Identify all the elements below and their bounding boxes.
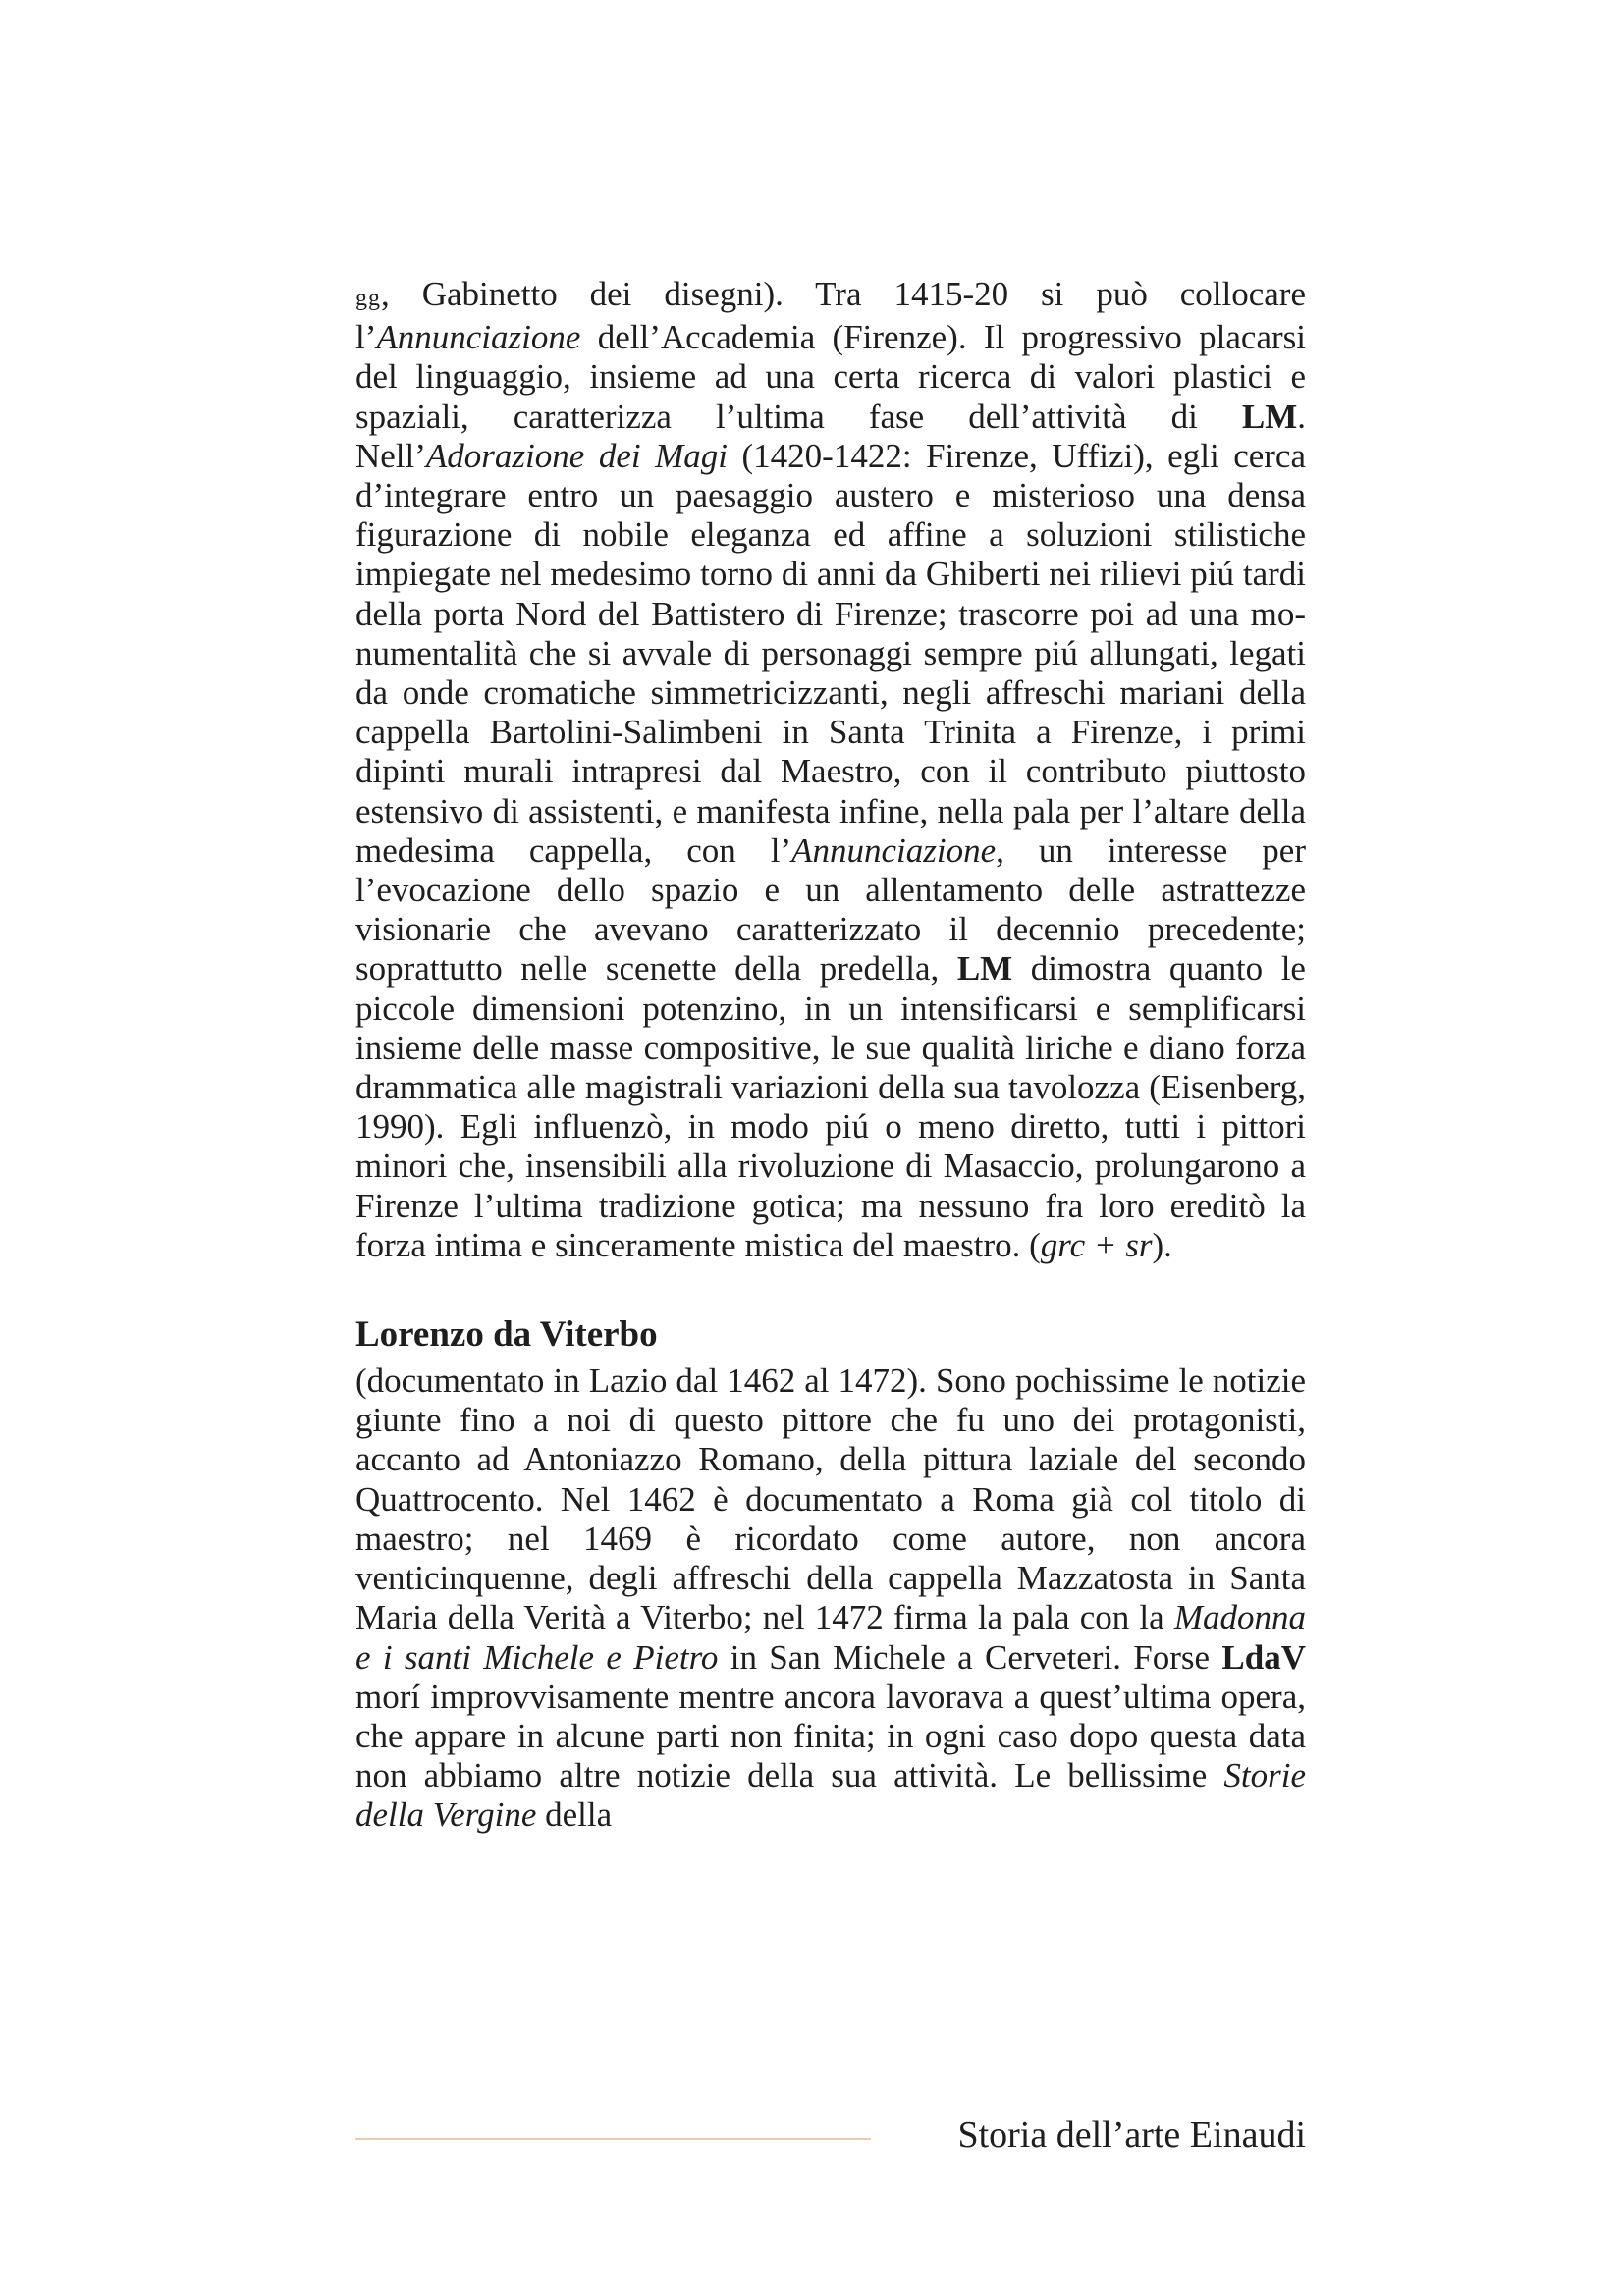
body-text: , Gabinetto dei disegni). Tra 1415-20 si può collocare l’ <box>355 275 1306 357</box>
page-footer <box>355 2110 1306 2160</box>
body-text: (documentato in Lazio dal 1462 al 1472). Sono pochissime le notizie giunte fino a noi di questo pittore che fu uno dei protagonisti, accanto ad Antoniazzo Romano, della pittura laziale del secondo Quattrocento. Nel 1462 è documentato a Roma già col titolo di maestro; nel 1469 è ricordato come autore, non ancora venticinquenne, degli affreschi della cappella Mazzatosta in Santa Maria della Verità a Viterbo; nel 1472 firma la pala con la <box>355 1362 1306 1637</box>
artist-abbreviation: LM <box>1241 397 1298 436</box>
artwork-title: Storie della Vergine <box>355 1756 1306 1835</box>
body-text: (1420-1422: Firenze, Uffizi), egli cerca d’integrare entro un paesaggio austero e misterioso una densa figurazione di nobile eleganza ed affine a soluzioni stilistiche impiegate nel medesimo torno di anni da Ghiberti nei rilievi piú tardi della porta Nord del Battistero di Firenze; trascorre poi ad una monumentalità che si avvale di personaggi sempre piú allungati, legati da onde cromatiche simmetricizzanti, negli affreschi mariani della cappella Bartolini-Salimbeni in Santa Trinita a Firenze, i primi dipinti murali intrapresi dal Maestro, con il contributo piuttosto estensivo di assistenti, e manifesta infine, nella pala per l’altare della medesima cappella, con l’ <box>355 436 1306 870</box>
entry-heading: Lorenzo da Viterbo <box>355 1314 658 1356</box>
page-body <box>355 275 1306 1836</box>
author-initials: grc + sr <box>1040 1225 1153 1264</box>
body-text: dimostra quanto le piccole dimensioni potenzino, in un intensificarsi e semplificarsi insieme delle masse compositive, le sue qualità liriche e diano forza drammatica alle magistrali variazioni della sua tavolozza (Eisenberg, 1990). Egli influenzò, in modo piú o meno diretto, tutti i pittori minori che, insensibili alla rivoluzione di Masaccio, prolungarono a Firenze l’ultima tradizione gotica; ma nessuno fra loro ereditò la forza intima e sinceramente mistica del maestro. ( <box>355 949 1306 1264</box>
artwork-title: Madonna e i santi Michele e Pietro <box>355 1598 1306 1677</box>
artwork-title: Annunciazione <box>791 830 997 870</box>
body-text: della <box>536 1795 613 1835</box>
body-text: , un interesse per l’evocazione dello spazio e un allentamento delle astrattezze visionarie che avevano caratterizzato il decennio precedente; soprattutto nelle scenette della predella, <box>355 830 1306 988</box>
artist-abbreviation: LM <box>956 949 1013 988</box>
abbreviation-text: gg <box>355 286 381 311</box>
paragraph-lorenzo-da-viterbo <box>355 1362 1306 1835</box>
artwork-title: Adorazione dei Magi <box>425 436 728 475</box>
body-text: in San Michele a Cerveteri. Forse <box>718 1637 1222 1677</box>
paragraph-lorenzo-monaco-continued <box>355 275 1306 1265</box>
body-text: ). <box>1152 1225 1172 1264</box>
body-text: . Nell’ <box>355 397 1306 475</box>
body-text: dell’Accademia (Firenze). Il progressivo placarsi del linguaggio, insieme ad una certa ricerca di valori plastici e spaziali, caratterizza l’ultima fase dell’attività di <box>355 318 1306 436</box>
footer-title: Storia dell’arte Einaudi <box>957 2114 1306 2156</box>
footer-rule <box>355 2138 871 2140</box>
artist-abbreviation: LdaV <box>1221 1637 1306 1677</box>
body-text: morí improvvisamente mentre ancora lavorava a quest’ultima opera, che appare in alcune parti non finita; in ogni caso dopo questa data non abbiamo altre notizie della sua attività. Le bellissime <box>355 1677 1306 1795</box>
artwork-title: Annunciazione <box>376 318 581 357</box>
